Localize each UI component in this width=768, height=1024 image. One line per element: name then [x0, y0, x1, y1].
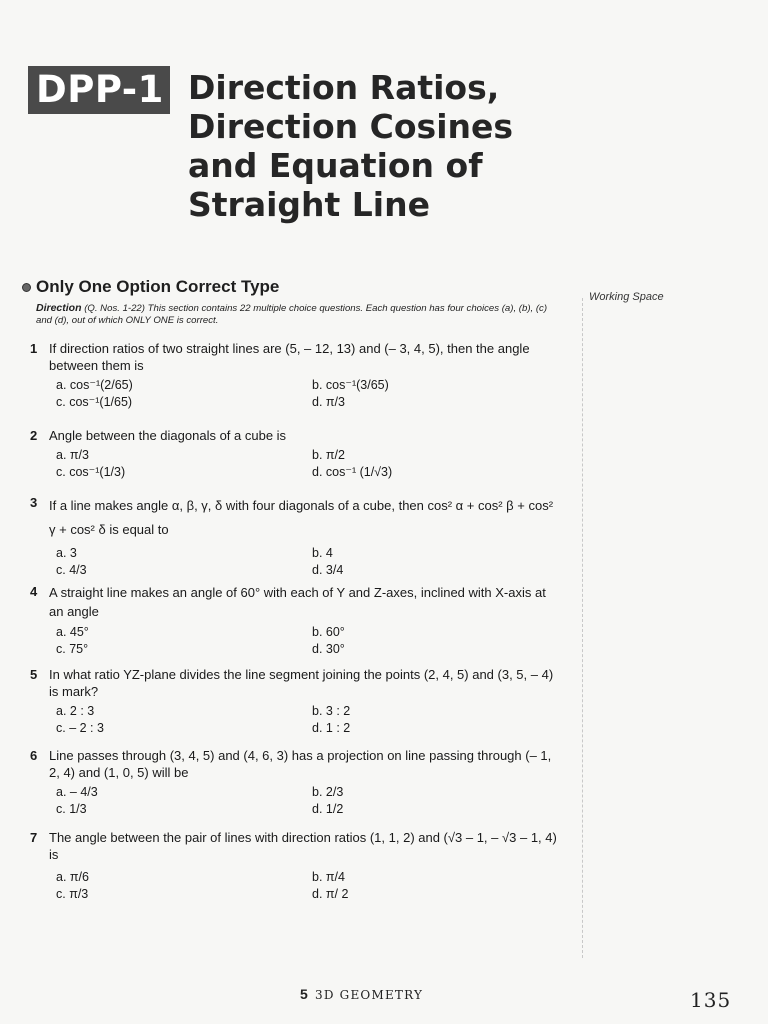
question-3: [30, 494, 560, 578]
options: [56, 784, 560, 817]
question-7: [30, 829, 560, 902]
question-number: 7: [30, 830, 38, 845]
options: [56, 703, 560, 736]
page-number: 135: [690, 988, 732, 1012]
option-c: c. – 2 : 3: [56, 721, 104, 735]
question-number: 2: [30, 428, 38, 443]
option-a: a. 3: [56, 546, 77, 560]
option-d: d. 3/4: [312, 563, 344, 577]
question-number: 6: [30, 748, 38, 763]
question-number: 5: [30, 667, 38, 682]
question-text: A straight line makes an angle of 60° with each of Y and Z-axes, inclined with X-axis at an angle: [49, 585, 546, 619]
option-a: a. 2 : 3: [56, 704, 95, 718]
question-1: [30, 340, 560, 410]
question-6: [30, 747, 560, 817]
option-d: d. cos⁻¹ (1/√3): [312, 465, 393, 479]
chapter-name: 3D GEOMETRY: [315, 988, 424, 1002]
option-c: c. cos⁻¹(1/3): [56, 465, 126, 479]
question-5: [30, 666, 560, 736]
chapter-number: 5: [300, 986, 309, 1002]
options: [56, 545, 560, 578]
options: [56, 377, 560, 410]
option-c: c. 1/3: [56, 802, 87, 816]
option-a: a. 45°: [56, 625, 89, 639]
direction-text: (Q. Nos. 1-22) This section contains 22 multiple choice questions. Each question has four choices (a), (b), (c) and (d), out of which ONLY ONE is correct.: [36, 303, 548, 326]
bullet-icon: [22, 283, 31, 292]
question-2: [30, 427, 560, 480]
option-b: b. π/2: [312, 448, 345, 462]
option-b: b. 4: [312, 546, 333, 560]
title-line: Straight Line: [188, 185, 430, 224]
option-a: a. π/6: [56, 870, 89, 884]
section-heading-text: Only One Option Correct Type: [36, 277, 280, 296]
option-c: c. 75°: [56, 642, 89, 656]
direction-note: [36, 302, 556, 327]
option-b: b. 2/3: [312, 785, 344, 799]
question-text: Line passes through (3, 4, 5) and (4, 6, 3) has a projection on line passing through (– 1, 2, 4) and (1, 0, 5) will be: [49, 748, 552, 780]
title-line: Direction Cosines: [188, 107, 514, 146]
option-b: b. 60°: [312, 625, 345, 639]
question-number: 4: [30, 584, 38, 599]
question-text: If a line makes angle α, β, γ, δ with four diagonals of a cube, then cos² α + cos² β + cos² γ + cos² δ is equal to: [49, 498, 554, 537]
option-d: d. π/3: [312, 395, 345, 409]
dpp-badge: DPP-1: [28, 66, 170, 114]
question-number: 3: [30, 495, 38, 510]
option-b: b. cos⁻¹(3/65): [312, 378, 389, 392]
chapter-footer: [300, 986, 423, 1002]
option-d: d. 1 : 2: [312, 721, 351, 735]
question-number: 1: [30, 341, 38, 356]
option-a: a. – 4/3: [56, 785, 98, 799]
options: [56, 869, 560, 902]
question-4: [30, 583, 560, 657]
working-space-divider: [582, 298, 583, 958]
page-title: [188, 68, 513, 224]
question-text: In what ratio YZ-plane divides the line segment joining the points (2, 4, 5) and (3, 5, – 4) is mark?: [49, 667, 554, 699]
options: [56, 624, 560, 657]
section-heading: [22, 277, 279, 297]
option-b: b. 3 : 2: [312, 704, 351, 718]
option-c: c. 4/3: [56, 563, 87, 577]
option-b: b. π/4: [312, 870, 345, 884]
working-space-label: Working Space: [589, 291, 664, 303]
question-text: If direction ratios of two straight lines are (5, – 12, 13) and (– 3, 4, 5), then the angle between them is: [49, 341, 530, 373]
options: [56, 447, 560, 480]
question-text: Angle between the diagonals of a cube is: [49, 428, 287, 443]
question-text: The angle between the pair of lines with direction ratios (1, 1, 2) and (√3 – 1, – √3 – 1, 4) is: [49, 830, 557, 862]
option-d: d. π/ 2: [312, 887, 349, 901]
option-d: d. 30°: [312, 642, 345, 656]
option-c: c. cos⁻¹(1/65): [56, 395, 133, 409]
option-a: a. cos⁻¹(2/65): [56, 378, 133, 392]
option-d: d. 1/2: [312, 802, 344, 816]
option-a: a. π/3: [56, 448, 89, 462]
direction-label: Direction: [36, 302, 82, 314]
title-line: Direction Ratios,: [188, 68, 500, 107]
option-c: c. π/3: [56, 887, 89, 901]
title-line: and Equation of: [188, 146, 483, 185]
